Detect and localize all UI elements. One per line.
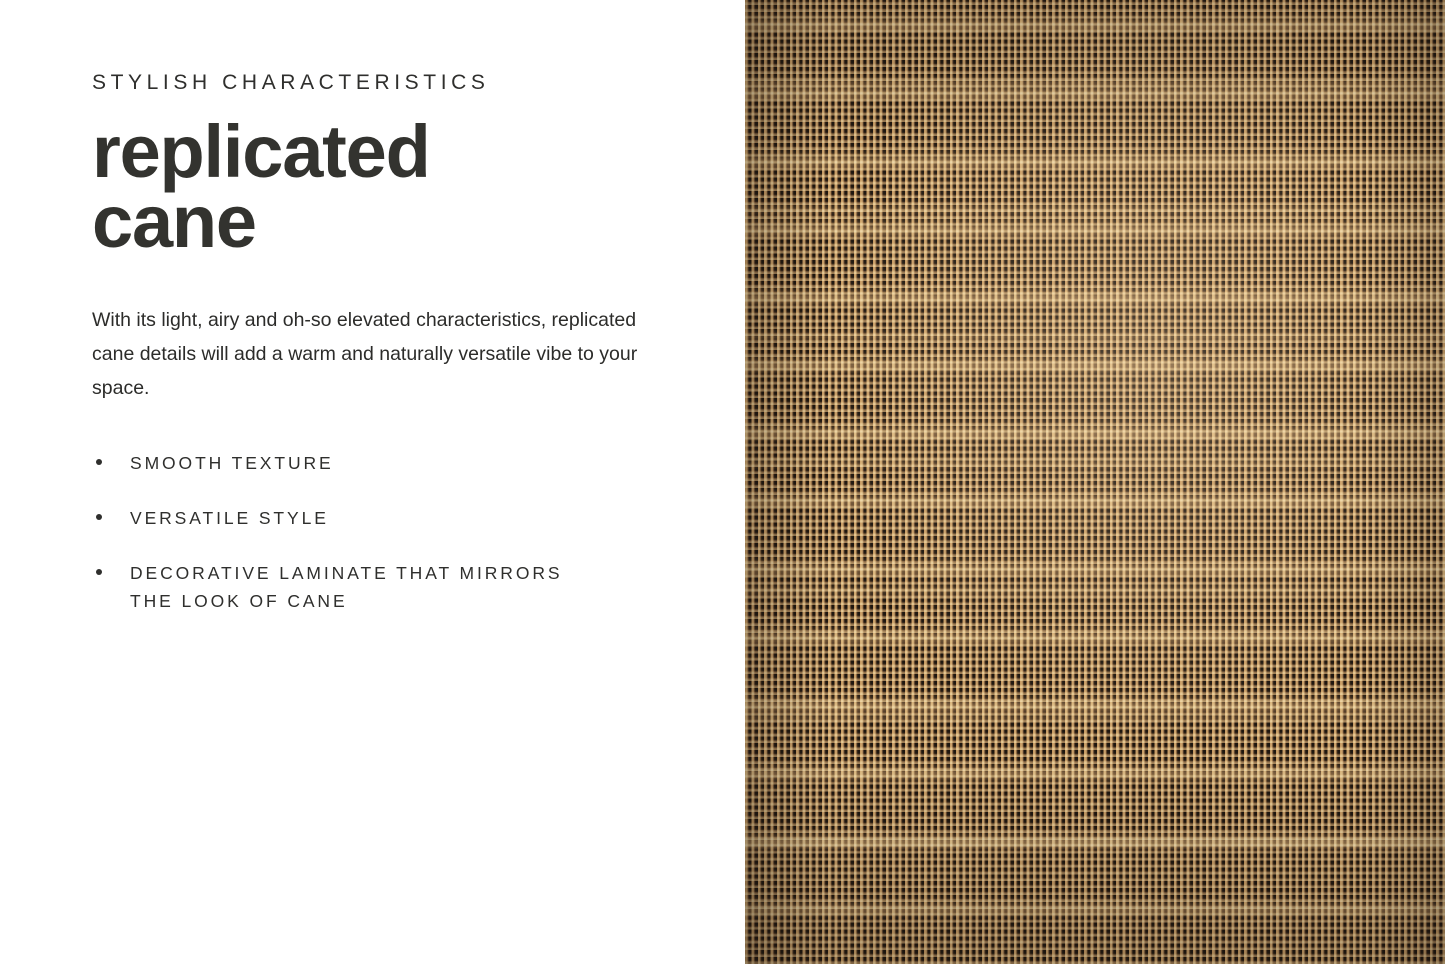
list-item-label: DECORATIVE LAMINATE THAT MIRRORS THE LOOK OF CANE: [130, 563, 563, 612]
weave-shading-layer: [745, 0, 1445, 964]
cane-texture-image: [745, 0, 1445, 964]
feature-list: [92, 449, 662, 615]
bullet-icon: [96, 569, 102, 575]
text-content: [92, 70, 662, 615]
list-item-label: SMOOTH TEXTURE: [130, 453, 334, 474]
bullet-icon: [96, 514, 102, 520]
list-item: [92, 449, 600, 477]
list-item: [92, 504, 600, 532]
weave-graphic: [745, 0, 1445, 964]
eyebrow-label: STYLISH CHARACTERISTICS: [92, 71, 490, 94]
page-title: replicated cane: [92, 110, 430, 263]
list-item: [92, 559, 600, 615]
bullet-icon: [96, 459, 102, 465]
body-paragraph: With its light, airy and oh-so elevated characteristics, replicated cane details will add a warm and naturally versatile vibe to your space.: [92, 309, 638, 399]
list-item-label: VERSATILE STYLE: [130, 508, 329, 529]
